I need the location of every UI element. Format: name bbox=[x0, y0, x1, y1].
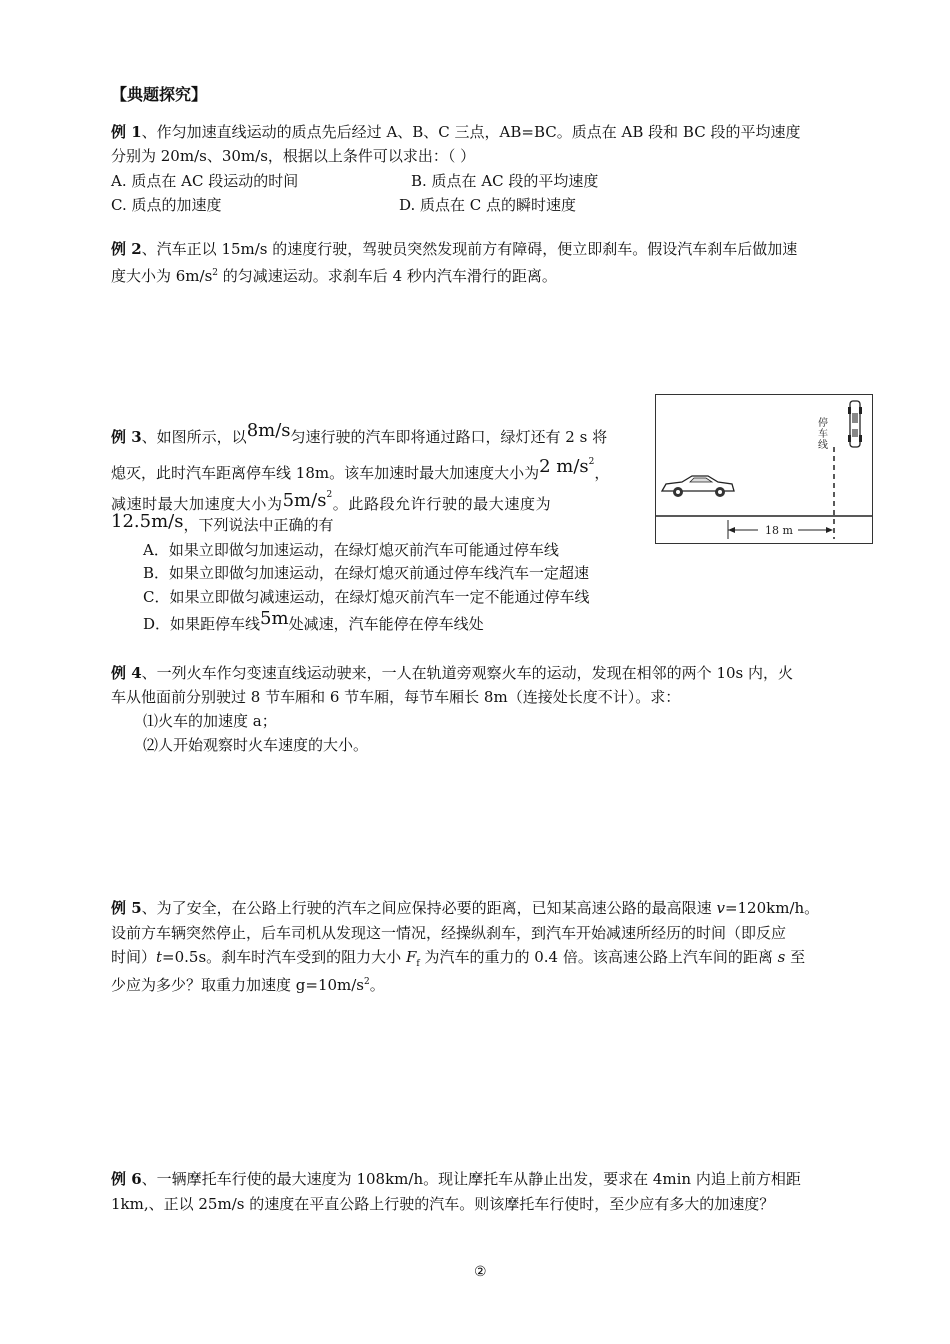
section-title: 【典题探究】 bbox=[111, 85, 208, 104]
superscript: 2 bbox=[364, 977, 370, 987]
superscript: 2 bbox=[212, 268, 219, 278]
stop-line-label: 停车线 bbox=[815, 417, 827, 450]
variable-t: t bbox=[156, 948, 163, 966]
variable-s: s bbox=[777, 948, 786, 966]
example-1-text-1: 、作匀加速直线运动的质点先后经过 A、B、C 三点，AB=BC。质点在 AB 段和 BC 段的平均速度 bbox=[141, 123, 801, 141]
variable-f: F bbox=[405, 948, 417, 966]
example-4-line-2: 车从他面前分别驶过 8 节车厢和 6 节车厢，每节车厢长 8m（连接处长度不计）。求： bbox=[111, 688, 681, 706]
example-3-option-d bbox=[143, 608, 484, 635]
example-3-line-2 bbox=[111, 456, 610, 484]
example-3-option-b: B．如果立即做匀加速运动，在绿灯熄灭前通过停车线汽车一定超速 bbox=[143, 564, 590, 582]
example-3-text-1a: 、如图所示，以 bbox=[141, 428, 247, 446]
example-3-text-2a: 熄灭，此时汽车距离停车线 18m。该车加速时最大加速度大小为 bbox=[111, 464, 540, 482]
example-5-text-4a: 少应为多少？取重力加速度 g=10m/s bbox=[111, 976, 365, 994]
example-6-line-1 bbox=[111, 1168, 801, 1190]
example-2-text-2a: 度大小为 6m/s bbox=[111, 267, 213, 285]
example-1-option-b: B. 质点在 AC 段的平均速度 bbox=[411, 172, 599, 190]
example-1-label: 例 1 bbox=[111, 123, 142, 141]
arrowhead-left bbox=[728, 527, 735, 533]
example-3-option-a: A．如果立即做匀加速运动，在绿灯熄灭前汽车可能通过停车线 bbox=[143, 541, 559, 559]
example-3-line-1 bbox=[111, 420, 608, 448]
example-4-text-1: 、一列火车作匀变速直线运动驶来，一人在轨道旁观察火车的运动，发现在相邻的两个 10s 内，火 bbox=[141, 664, 793, 682]
example-1-option-a: A. 质点在 AC 段运动的时间 bbox=[111, 172, 299, 190]
example-3-text-4b: ，下列说法中正确的有 bbox=[183, 516, 334, 534]
example-5-line-2: 设前方车辆突然停止，后车司机从发现这一情况，经操纵刹车，到汽车开始减速所经历的时间（即反应 bbox=[111, 924, 787, 942]
waiting-car-icon bbox=[848, 401, 862, 447]
superscript: 2 bbox=[326, 490, 333, 500]
example-6-text-1: 、一辆摩托车行使的最大速度为 108km/h。现让摩托车从静止出发，要求在 4min 内追上前方相距 bbox=[141, 1170, 801, 1188]
example-5-text-3d: 至 bbox=[785, 948, 806, 966]
example-2-text-2b: 的匀减速运动。求刹车后 4 秒内汽车滑行的距离。 bbox=[218, 267, 557, 285]
example-3-option-c: C．如果立即做匀减速运动，在绿灯熄灭前汽车一定不能通过停车线 bbox=[143, 588, 590, 606]
page-number: ② bbox=[474, 1264, 487, 1280]
example-1-line-1 bbox=[111, 121, 800, 143]
example-2-label: 例 2 bbox=[111, 240, 142, 258]
arrowhead-right bbox=[826, 527, 833, 533]
intersection-figure bbox=[655, 394, 873, 544]
example-1-line-2: 分别为 20m/s、30m/s，根据以上条件可以求出：（ ） bbox=[111, 147, 476, 165]
formula-deceleration: 5m/s bbox=[282, 490, 327, 511]
example-2-line-2 bbox=[111, 262, 557, 287]
example-5-line-1 bbox=[111, 897, 819, 919]
example-5-label: 例 5 bbox=[111, 899, 142, 917]
formula-distance: 5m bbox=[260, 608, 289, 629]
subscript: f bbox=[416, 959, 420, 969]
superscript: 2 bbox=[588, 457, 595, 467]
formula-speed-limit: 12.5m/s bbox=[111, 511, 184, 532]
example-3-label: 例 3 bbox=[111, 428, 142, 446]
example-6-line-2: 1km,、正以 25m/s 的速度在平直公路上行驶的汽车。则该摩托车行使时，至少应有多大的加速度？ bbox=[111, 1195, 775, 1213]
example-5-text-3c: 为汽车的重力的 0.4 倍。该高速公路上汽车间的距离 bbox=[419, 948, 778, 966]
example-5-line-4 bbox=[111, 971, 385, 996]
distance-label: 18 m bbox=[765, 524, 793, 537]
example-5-text-1b: =120km/h。 bbox=[724, 899, 820, 917]
car-icon bbox=[662, 476, 734, 497]
example-4-line-1 bbox=[111, 662, 793, 684]
example-4-question-2: ⑵人开始观察时火车速度的大小。 bbox=[143, 736, 369, 754]
example-3-text-1b: 匀速行驶的汽车即将通过路口，绿灯还有 2 s 将 bbox=[290, 428, 608, 446]
example-2-line-1 bbox=[111, 238, 797, 260]
example-6-label: 例 6 bbox=[111, 1170, 142, 1188]
example-3-text-3b: 。此路段允许行驶的最大速度为 bbox=[332, 495, 552, 513]
example-5-text-4b: 。 bbox=[369, 976, 385, 994]
example-3-option-d-text-a: D．如果距停车线 bbox=[143, 615, 261, 633]
example-4-label: 例 4 bbox=[111, 664, 142, 682]
example-5-text-3b: =0.5s。刹车时汽车受到的阻力大小 bbox=[162, 948, 406, 966]
example-1-option-c: C. 质点的加速度 bbox=[111, 196, 222, 214]
variable-v: v bbox=[716, 899, 725, 917]
formula-velocity: 8m/s bbox=[246, 420, 291, 441]
example-4-question-1: ⑴火车的加速度 a； bbox=[143, 712, 277, 730]
example-5-text-3a: 时间） bbox=[111, 948, 157, 966]
example-1-option-d: D. 质点在 C 点的瞬时速度 bbox=[399, 196, 577, 214]
formula-acceleration: 2 m/s bbox=[539, 456, 589, 477]
example-3-line-4 bbox=[111, 511, 334, 536]
example-3-text-2b: ， bbox=[594, 464, 610, 482]
example-2-text-1: 、汽车正以 15m/s 的速度行驶，驾驶员突然发现前方有障碍，便立即刹车。假设汽车刹车后做加速 bbox=[141, 240, 798, 258]
example-3-option-d-text-b: 处减速，汽车能停在停车线处 bbox=[288, 615, 484, 633]
example-3-text-3a: 减速时最大加速度大小为 bbox=[111, 495, 283, 513]
intersection-diagram bbox=[656, 395, 872, 543]
example-5-text-1a: 、为了安全，在公路上行驶的汽车之间应保持必要的距离，已知某高速公路的最高限速 bbox=[141, 899, 717, 917]
